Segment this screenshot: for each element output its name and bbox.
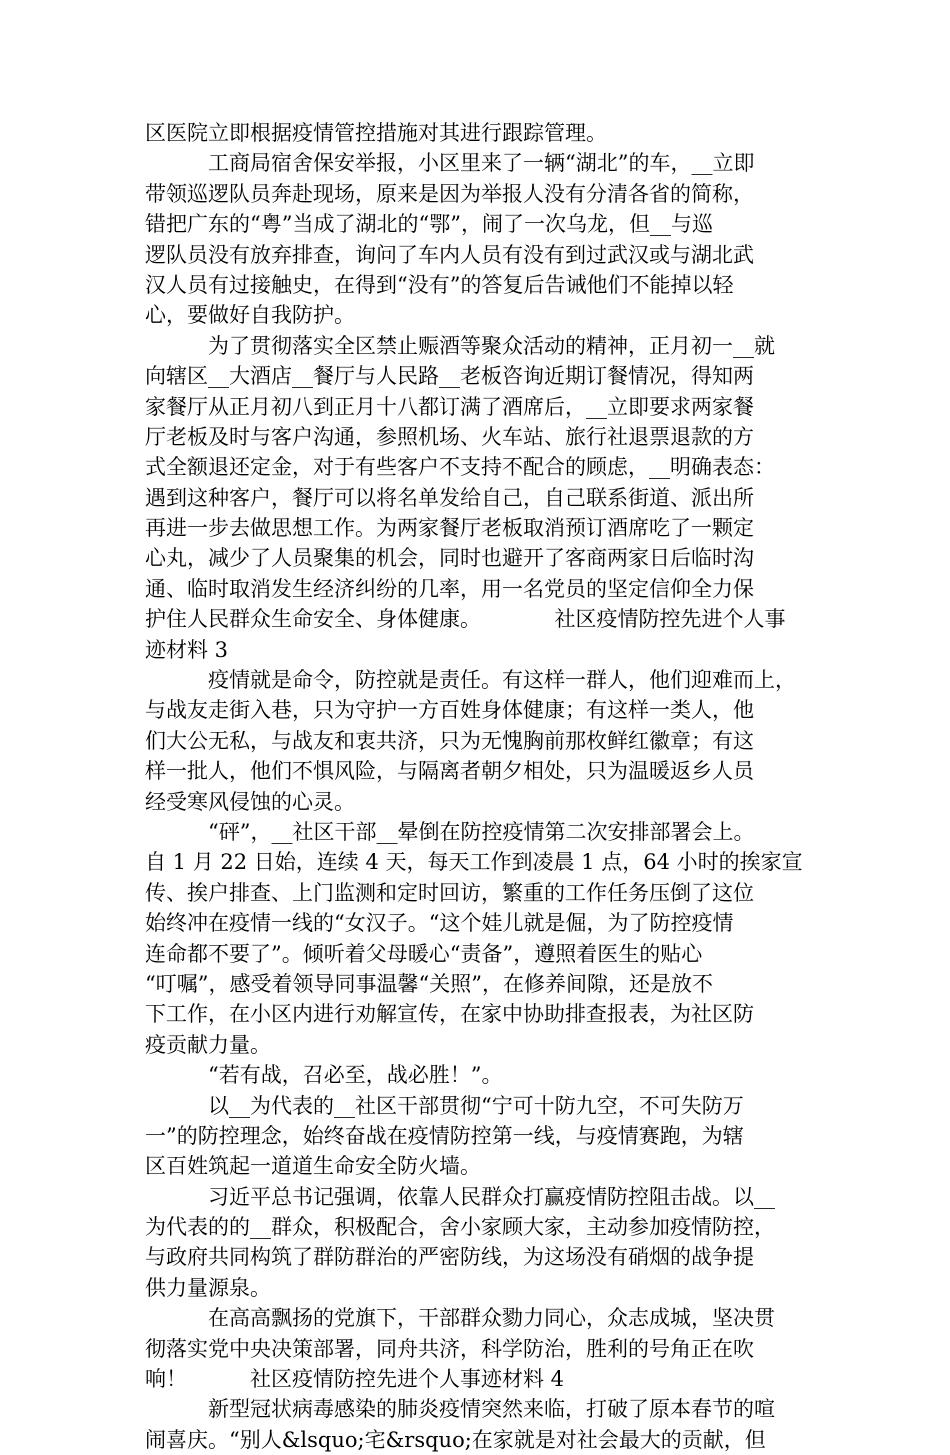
text-line: 连命都不要了”。倾听着父母暖心“责备”，遵照着医生的贴心 xyxy=(145,941,703,966)
text-line: 一”的防控理念，始终奋战在疫情防控第一线，与疫情赛跑，为辖 xyxy=(145,1123,744,1148)
text-line: 与政府共同构筑了群防群治的严密防线，为这场没有硝烟的战争提 xyxy=(145,1245,754,1270)
text-line: 心丸，减少了人员聚集的机会，同时也避开了客商两家日后临时沟 xyxy=(145,546,754,571)
text-line: 与战友走街入巷，只为守护一方百姓身体健康；有这样一类人，他 xyxy=(145,698,754,723)
text-line: 彻落实党中央决策部署，同舟共济，科学防治，胜利的号角正在吹 xyxy=(145,1336,754,1361)
text-line: “砰”，__社区干部__晕倒在防控疫情第二次安排部署会上。 xyxy=(145,819,755,844)
text-line: 疫贡献力量。 xyxy=(145,1032,271,1057)
text-line: 自 1 月 22 日始，连续 4 天，每天工作到凌晨 1 点，64 小时的挨家宣 xyxy=(145,850,803,875)
text-line: 迹材料 3 xyxy=(145,637,229,662)
text-line: 逻队员没有放弃排查，询问了车内人员有没有到过武汉或与湖北武 xyxy=(145,242,754,267)
text-line: 闹喜庆。“别人&lsquo;宅&rsquo;在家就是对社会最大的贡献，但 xyxy=(145,1427,766,1452)
document-body xyxy=(145,118,810,1455)
text-line: 为代表的的__群众，积极配合，舍小家顾大家，主动参加疫情防控， xyxy=(145,1215,775,1240)
text-line: 为了贯彻落实全区禁止赈酒等聚众活动的精神，正月初一__就 xyxy=(145,333,775,358)
text-line: “若有战，召必至，战必胜！”。 xyxy=(145,1063,503,1088)
text-line: 遇到这种客户，餐厅可以将名单发给自己，自己联系街道、派出所 xyxy=(145,485,754,510)
text-line: 通、临时取消发生经济纠纷的几率，用一名党员的坚定信仰全力保 xyxy=(145,576,754,601)
text-line: 样一批人，他们不惧风险，与隔离者朝夕相处，只为温暖返乡人员 xyxy=(145,759,754,784)
text-line: 们大公无私，与战友和衷共济，只为无愧胸前那枚鲜红徽章；有这 xyxy=(145,728,754,753)
text-line: 经受寒风侵蚀的心灵。 xyxy=(145,789,355,814)
text-line: 供力量源泉。 xyxy=(145,1275,271,1300)
text-line: 区医院立即根据疫情管控措施对其进行跟踪管理。 xyxy=(145,121,607,145)
text-line: 护住人民群众生命安全、身体健康。 社区疫情防控先进个人事 xyxy=(145,607,786,632)
text-line: 以__为代表的__社区干部贯彻“宁可十防九空，不可失防万 xyxy=(145,1093,744,1118)
text-line: 工商局宿舍保安举报，小区里来了一辆“湖北”的车，__立即 xyxy=(145,151,755,176)
text-line: 区百姓筑起一道道生命安全防火墙。 xyxy=(145,1154,481,1179)
text-line: 疫情就是命令，防控就是责任。有这样一群人，他们迎难而上， xyxy=(145,668,796,693)
text-line: 习近平总书记强调，依靠人民群众打赢疫情防控阻击战。以__ xyxy=(145,1184,775,1209)
text-line: 响！ 社区疫情防控先进个人事迹材料 4 xyxy=(145,1367,565,1392)
text-line: 始终冲在疫情一线的“女汉子。“这个娃儿就是倔，为了防控疫情 xyxy=(145,911,734,936)
text-line: 向辖区__大酒店__餐厅与人民路__老板咨询近期订餐情况，得知两 xyxy=(145,364,754,389)
text-line: 汉人员有过接触史，在得到“没有”的答复后告诫他们不能掉以轻 xyxy=(145,272,734,297)
text-line: 厅老板及时与客户沟通，参照机场、火车站、旅行社退票退款的方 xyxy=(145,424,754,449)
text-line: 错把广东的“粤”当成了湖北的“鄂”，闹了一次乌龙，但__与巡 xyxy=(145,212,713,237)
text-line: 新型冠状病毒感染的肺炎疫情突然来临，打破了原本春节的喧 xyxy=(145,1397,775,1422)
text-line: 带领巡逻队员奔赴现场，原来是因为举报人没有分清各省的简称， xyxy=(145,181,754,206)
text-line: “叮嘱”，感受着领导同事温馨“关照”，在修养间隙，还是放不 xyxy=(145,971,713,996)
text-line: 在高高飘扬的党旗下，干部群众勠力同心，众志成城，坚决贯 xyxy=(145,1306,775,1331)
text-line: 式全额退还定金，对于有些客户不支持不配合的顾虑，__明确表态： xyxy=(145,455,775,480)
text-line: 传、挨户排查、上门监测和定时回访，繁重的工作任务压倒了这位 xyxy=(145,880,754,905)
text-line: 下工作，在小区内进行劝解宣传，在家中协助排查报表，为社区防 xyxy=(145,1002,754,1027)
text-line: 心，要做好自我防护。 xyxy=(145,303,355,328)
text-line: 再进一步去做思想工作。为两家餐厅老板取消预订酒席吃了一颗定 xyxy=(145,516,754,541)
text-line: 家餐厅从正月初八到正月十八都订满了酒席后，__立即要求两家餐 xyxy=(145,394,754,419)
